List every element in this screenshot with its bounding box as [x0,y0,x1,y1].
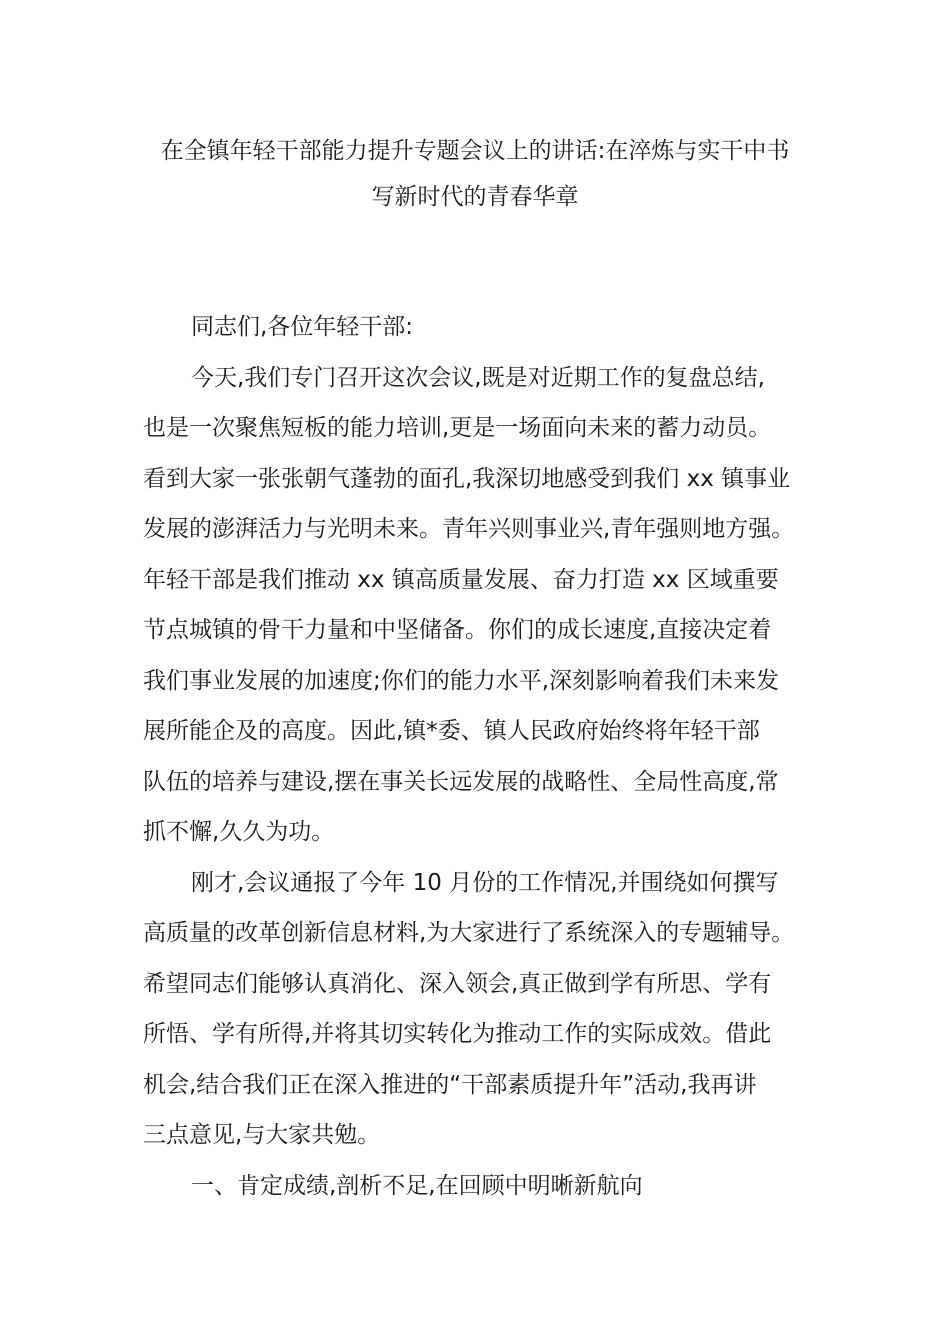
salutation-paragraph [143,302,811,353]
paragraph-line: 展所能企及的高度。因此,镇*委、镇人民政府始终将年轻干部 [143,718,760,744]
title-line-1: 在全镇年轻干部能力提升专题会议上的讲话:在淬炼与实干中书 [160,138,790,164]
section-heading: 一、肯定成绩,剖析不足,在回顾中明晰新航向 [191,1172,643,1199]
paragraph-line: 我们事业发展的加速度;你们的能力水平,深刻影响着我们未来发 [143,667,780,694]
opening-paragraph [143,353,811,858]
paragraph-line: 希望同志们能够认真消化、深入领会,真正做到学有所思、学有 [143,970,772,997]
meeting-summary-paragraph [143,858,811,1161]
paragraph-line: 今天,我们专门召开这次会议,既是对近期工作的复盘总结, [191,364,765,391]
paragraph-line: 看到大家一张张朝气蓬勃的面孔,我深切地感受到我们 xx 镇事业 [143,465,791,492]
paragraph-line: 队伍的培养与建设,摆在事关长远发展的战略性、全局性高度,常 [143,768,779,795]
document-title [140,128,810,220]
section-heading-paragraph [143,1161,811,1212]
paragraph-line: 刚才,会议通报了今年 10 月份的工作情况,并围绕如何撰写 [191,869,779,896]
paragraph-line: 三点意见,与大家共勉。 [143,1122,381,1148]
paragraph-line: 高质量的改革创新信息材料,为大家进行了系统深入的专题辅导。 [143,920,795,946]
document-body [143,302,811,1211]
title-line-2: 写新时代的青春华章 [371,184,579,210]
paragraph-line: 所悟、学有所得,并将其切实转化为推动工作的实际成效。借此 [143,1021,772,1047]
paragraph-line: 也是一次聚焦短板的能力培训,更是一场面向未来的蓄力动员。 [143,415,772,441]
paragraph-line: 机会,结合我们正在深入推进的“干部素质提升年”活动,我再讲 [143,1071,757,1098]
paragraph-line: 同志们,各位年轻干部: [191,314,414,340]
paragraph-line: 年轻干部是我们推动 xx 镇高质量发展、奋力打造 xx 区域重要 [143,566,779,593]
paragraph-line: 节点城镇的骨干力量和中坚储备。你们的成长速度,直接决定着 [143,617,772,643]
paragraph-line: 发展的澎湃活力与光明未来。青年兴则事业兴,青年强则地方强。 [143,516,795,542]
paragraph-line: 抓不懈,久久为功。 [143,819,335,845]
